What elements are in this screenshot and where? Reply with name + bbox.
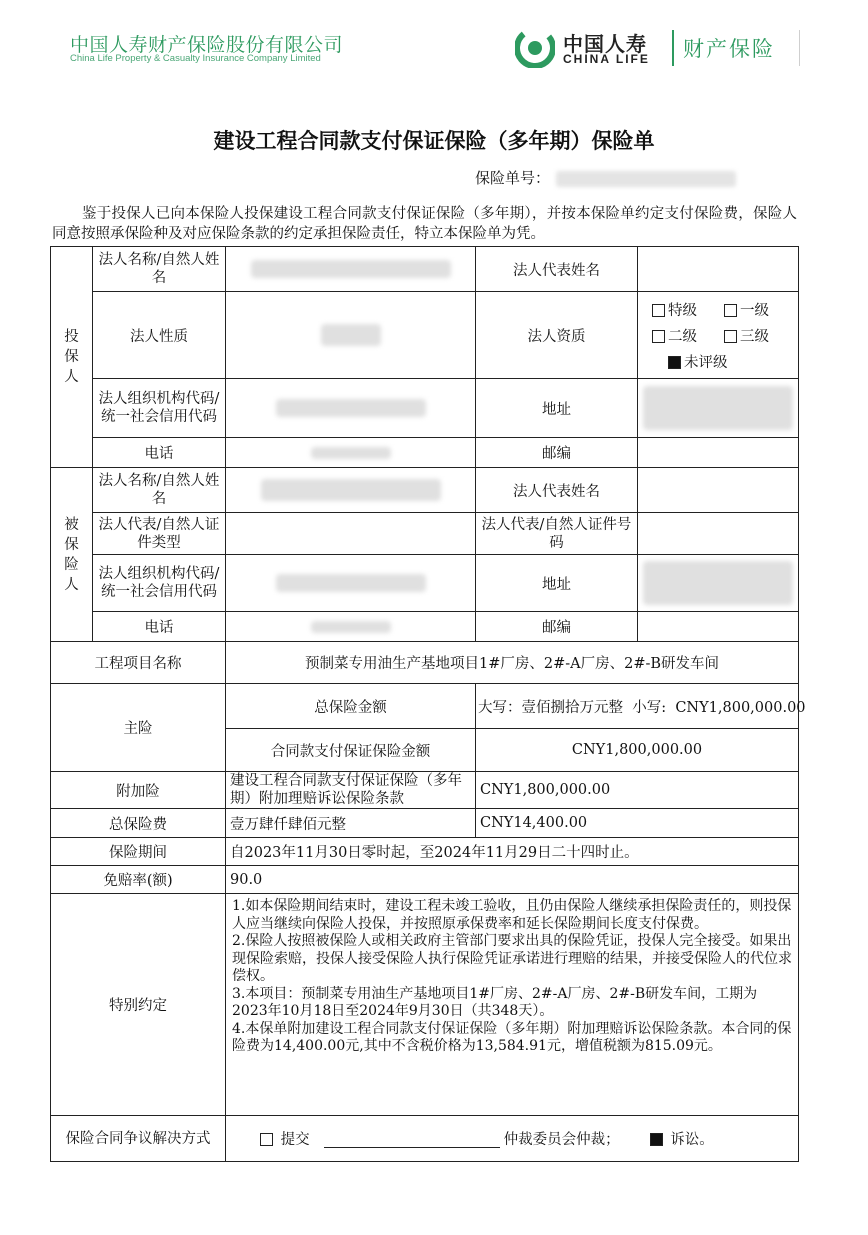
insured-address-value [638, 555, 799, 612]
insured-legal-rep-label: 法人代表姓名 [476, 468, 638, 513]
insured-id-no-label: 法人代表/自然人证件号码 [476, 513, 638, 555]
special-term-1: 1.如本保险期间结束时，建设工程未竣工验收，且仍由保险人继续承担保险责任的，则投保人应当继续向保险人投保，并按照原承保费率和延长保险期间长度支付保费。 [232, 898, 792, 932]
insured-org-code-value [226, 555, 476, 612]
insured-id-type-label: 法人代表/自然人证件类型 [93, 513, 226, 555]
applicant-legal-rep-label: 法人代表姓名 [476, 247, 638, 292]
contract-payment-amount-value: CNY1,800,000.00 [476, 729, 799, 772]
total-premium-label: 总保险费 [51, 809, 226, 838]
insured-phone-label: 电话 [93, 612, 226, 642]
additional-insurance-value: CNY1,800,000.00 [476, 772, 799, 809]
applicant-name-label: 法人名称/自然人姓名 [93, 247, 226, 292]
china-life-logo [515, 26, 805, 70]
additional-insurance-name: 建设工程合同款支付保证保险（多年期）附加理赔诉讼保险条款 [226, 772, 476, 809]
insured-phone-value [226, 612, 476, 642]
special-terms-content [226, 894, 799, 1116]
project-name-label: 工程项目名称 [51, 642, 226, 684]
contract-payment-amount-label: 合同款支付保证保险金额 [226, 729, 476, 772]
total-premium-value-cn: 壹万肆仟肆佰元整 [226, 809, 476, 838]
insured-name-value [226, 468, 476, 513]
project-name-value: 预制菜专用油生产基地项目1#厂房、2#-A厂房、2#-B研发车间 [226, 642, 799, 684]
dispute-arbitration-checkbox[interactable] [260, 1133, 273, 1146]
insured-postcode-value [638, 612, 799, 642]
applicant-phone-label: 电话 [93, 438, 226, 468]
insured-section-label: 被保险人 [51, 468, 93, 642]
applicant-org-code-label: 法人组织机构代码/统一社会信用代码 [93, 379, 226, 438]
insured-postcode-label: 邮编 [476, 612, 638, 642]
applicant-qualification-options: 特级 一级 二级 三级 未评级 [638, 292, 799, 379]
applicant-address-value [638, 379, 799, 438]
intro-paragraph: 鉴于投保人已向本保险人投保建设工程合同款支付保证保险（多年期），并按本保险单约定支付保险费，保险人同意按照承保险种及对应保险条款的约定承担保险责任，特立本保险单为凭。 [52, 206, 797, 242]
insured-org-code-label: 法人组织机构代码/统一社会信用代码 [93, 555, 226, 612]
deductible-label: 免赔率(额) [51, 866, 226, 894]
logo-text-cn: 中国人寿 [563, 32, 647, 56]
logo-text-property: 财产保险 [683, 37, 775, 61]
applicant-name-value [226, 247, 476, 292]
policy-number [475, 167, 736, 188]
insured-id-type-value [226, 513, 476, 555]
company-name-en: China Life Property & Casualty Insurance Company Limited [70, 53, 321, 64]
applicant-address-label: 地址 [476, 379, 638, 438]
total-insured-amount-label: 总保险金额 [226, 684, 476, 729]
dispute-resolution-label: 保险合同争议解决方式 [51, 1116, 226, 1162]
qual-checkbox-0[interactable] [652, 304, 665, 317]
applicant-nature-value [226, 292, 476, 379]
insurance-period-label: 保险期间 [51, 838, 226, 866]
page-header [0, 0, 868, 95]
special-term-3: 3.本项目：预制菜专用油生产基地项目1#厂房、2#-A厂房、2#-B研发车间，工期为2023年10月18日至2024年9月30日（共348天）。 [232, 985, 758, 1019]
applicant-postcode-label: 邮编 [476, 438, 638, 468]
total-insured-amount-value: 大写：壹佰捌拾万元整 小写: CNY1,800,000.00 [476, 684, 799, 729]
arbitration-blank-line [324, 1133, 500, 1148]
special-terms-label: 特别约定 [51, 894, 226, 1116]
additional-insurance-label: 附加险 [51, 772, 226, 809]
insured-address-label: 地址 [476, 555, 638, 612]
qual-checkbox-1[interactable] [724, 304, 737, 317]
applicant-postcode-value [638, 438, 799, 468]
dispute-resolution-options: 提交 仲裁委员会仲裁； 诉讼。 [226, 1116, 799, 1162]
total-premium-value: CNY14,400.00 [476, 809, 799, 838]
document-title: 建设工程合同款支付保证保险（多年期）保险单 [213, 129, 655, 153]
applicant-phone-value [226, 438, 476, 468]
logo-divider-end [799, 30, 800, 66]
china-life-logo-icon [515, 28, 555, 68]
insured-legal-rep-value [638, 468, 799, 513]
qual-checkbox-2[interactable] [652, 330, 665, 343]
applicant-section-label: 投保人 [51, 247, 93, 468]
main-insurance-label: 主险 [51, 684, 226, 772]
insurance-period-value: 自2023年11月30日零时起，至2024年11月29日二十四时止。 [226, 838, 799, 866]
policy-number-redacted [556, 171, 736, 187]
logo-text-en: CHINA LIFE [563, 52, 650, 66]
policy-number-label: 保险单号： [475, 169, 551, 187]
applicant-legal-rep-value [638, 247, 799, 292]
special-term-4: 4.本保单附加建设工程合同款支付保证保险（多年期）附加理赔诉讼保险条款。本合同的保险费为14,400.00元,其中不含税价格为13,584.91元，增值税额为815.09元。 [232, 1020, 792, 1054]
dispute-litigation-checkbox[interactable] [650, 1133, 663, 1146]
insured-id-no-value [638, 513, 799, 555]
logo-divider [672, 30, 674, 66]
qual-checkbox-3[interactable] [724, 330, 737, 343]
company-name-cn: 中国人寿财产保险股份有限公司 [70, 34, 344, 56]
deductible-value: 90.0 [226, 866, 799, 894]
applicant-org-code-value [226, 379, 476, 438]
applicant-qualification-label: 法人资质 [476, 292, 638, 379]
applicant-nature-label: 法人性质 [93, 292, 226, 379]
qual-checkbox-4[interactable] [668, 356, 681, 369]
special-term-2: 2.保险人按照被保险人或相关政府主管部门要求出具的保险凭证，投保人完全接受。如果出现保险索赔，投保人接受保险人执行保险凭证承诺进行理赔的结果，并接受保险人的代位求偿权。 [232, 933, 792, 984]
policy-table [50, 246, 806, 1162]
insured-name-label: 法人名称/自然人姓名 [93, 468, 226, 513]
